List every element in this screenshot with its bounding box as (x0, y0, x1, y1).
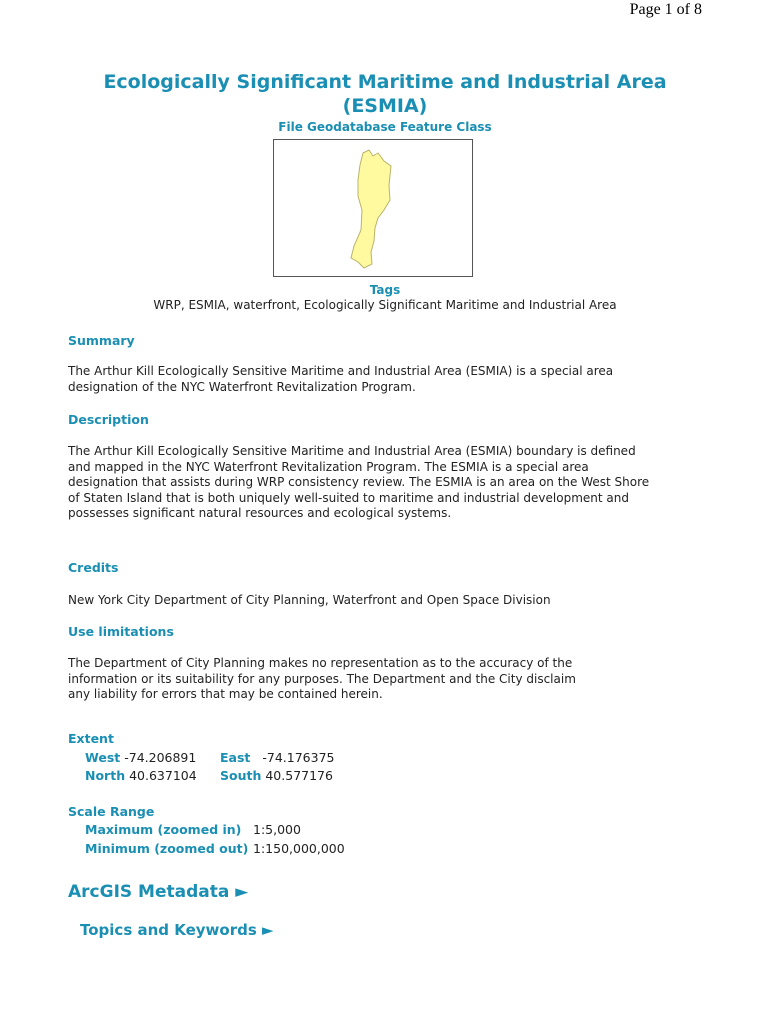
description-text: The Arthur Kill Ecologically Sensitive Maritime and Industrial Area (ESMIA) boundary is defined and mapped in the NYC Waterfront Revitalization Program. The ESMIA is a special area designation that assists during WRP consistency review. The ESMIA is an area on the West Shore of Staten Island that is both uniquely well-suited to maritime and industrial development and possesses significant natural resources and ecological systems. (68, 444, 650, 520)
description-heading: Description (68, 412, 149, 427)
extent-north-value: 40.637104 (129, 768, 197, 783)
extent-west (85, 750, 196, 765)
extent-south-value: 40.577176 (265, 768, 333, 783)
credits-text: New York City Department of City Planning, Waterfront and Open Space Division (68, 593, 551, 607)
extent-north-label: North (85, 768, 126, 783)
page-title: Ecologically Significant Maritime and Industrial Area (ESMIA) (103, 71, 667, 117)
scale-min (85, 841, 345, 856)
arcgis-metadata-heading[interactable]: ArcGIS Metadata ► (68, 882, 249, 902)
extent-west-value: -74.206891 (124, 750, 197, 765)
scale-max (85, 822, 301, 837)
extent-east-label: East (220, 750, 251, 765)
tags-heading: Tags (369, 283, 401, 297)
extent-north (85, 768, 197, 783)
scale-range-heading: Scale Range (68, 804, 155, 819)
page-number: Page 1 of 8 (629, 1, 702, 18)
feature-class-type: File Geodatabase Feature Class (278, 120, 492, 134)
use-limitations-heading: Use limitations (68, 624, 174, 639)
extent-west-label: West (85, 750, 121, 765)
summary-text: The Arthur Kill Ecologically Sensitive Maritime and Industrial Area (ESMIA) is a special area designation of the NYC Waterfront Revitalization Program. (68, 364, 614, 394)
scale-max-label: Maximum (zoomed in) (85, 822, 242, 837)
tags-value: WRP, ESMIA, waterfront, Ecologically Significant Maritime and Industrial Area (153, 298, 617, 312)
esmia-shape (274, 140, 472, 276)
extent-south-label: South (220, 768, 262, 783)
scale-max-value: 1:5,000 (253, 822, 301, 837)
extent-east-value: -74.176375 (262, 750, 335, 765)
map-thumbnail (273, 139, 473, 277)
summary-heading: Summary (68, 333, 135, 348)
extent-heading: Extent (68, 731, 114, 746)
credits-heading: Credits (68, 560, 119, 575)
use-limitations-text: The Department of City Planning makes no representation as to the accuracy of the information or its suitability for any purposes. The Department and the City disclaim any liability for errors that may be contained herein. (68, 656, 576, 701)
extent-south (220, 768, 333, 783)
topics-keywords-heading[interactable]: Topics and Keywords ► (80, 921, 274, 939)
extent-east (220, 750, 334, 765)
scale-min-label: Minimum (zoomed out) (85, 841, 249, 856)
scale-min-value: 1:150,000,000 (253, 841, 345, 856)
